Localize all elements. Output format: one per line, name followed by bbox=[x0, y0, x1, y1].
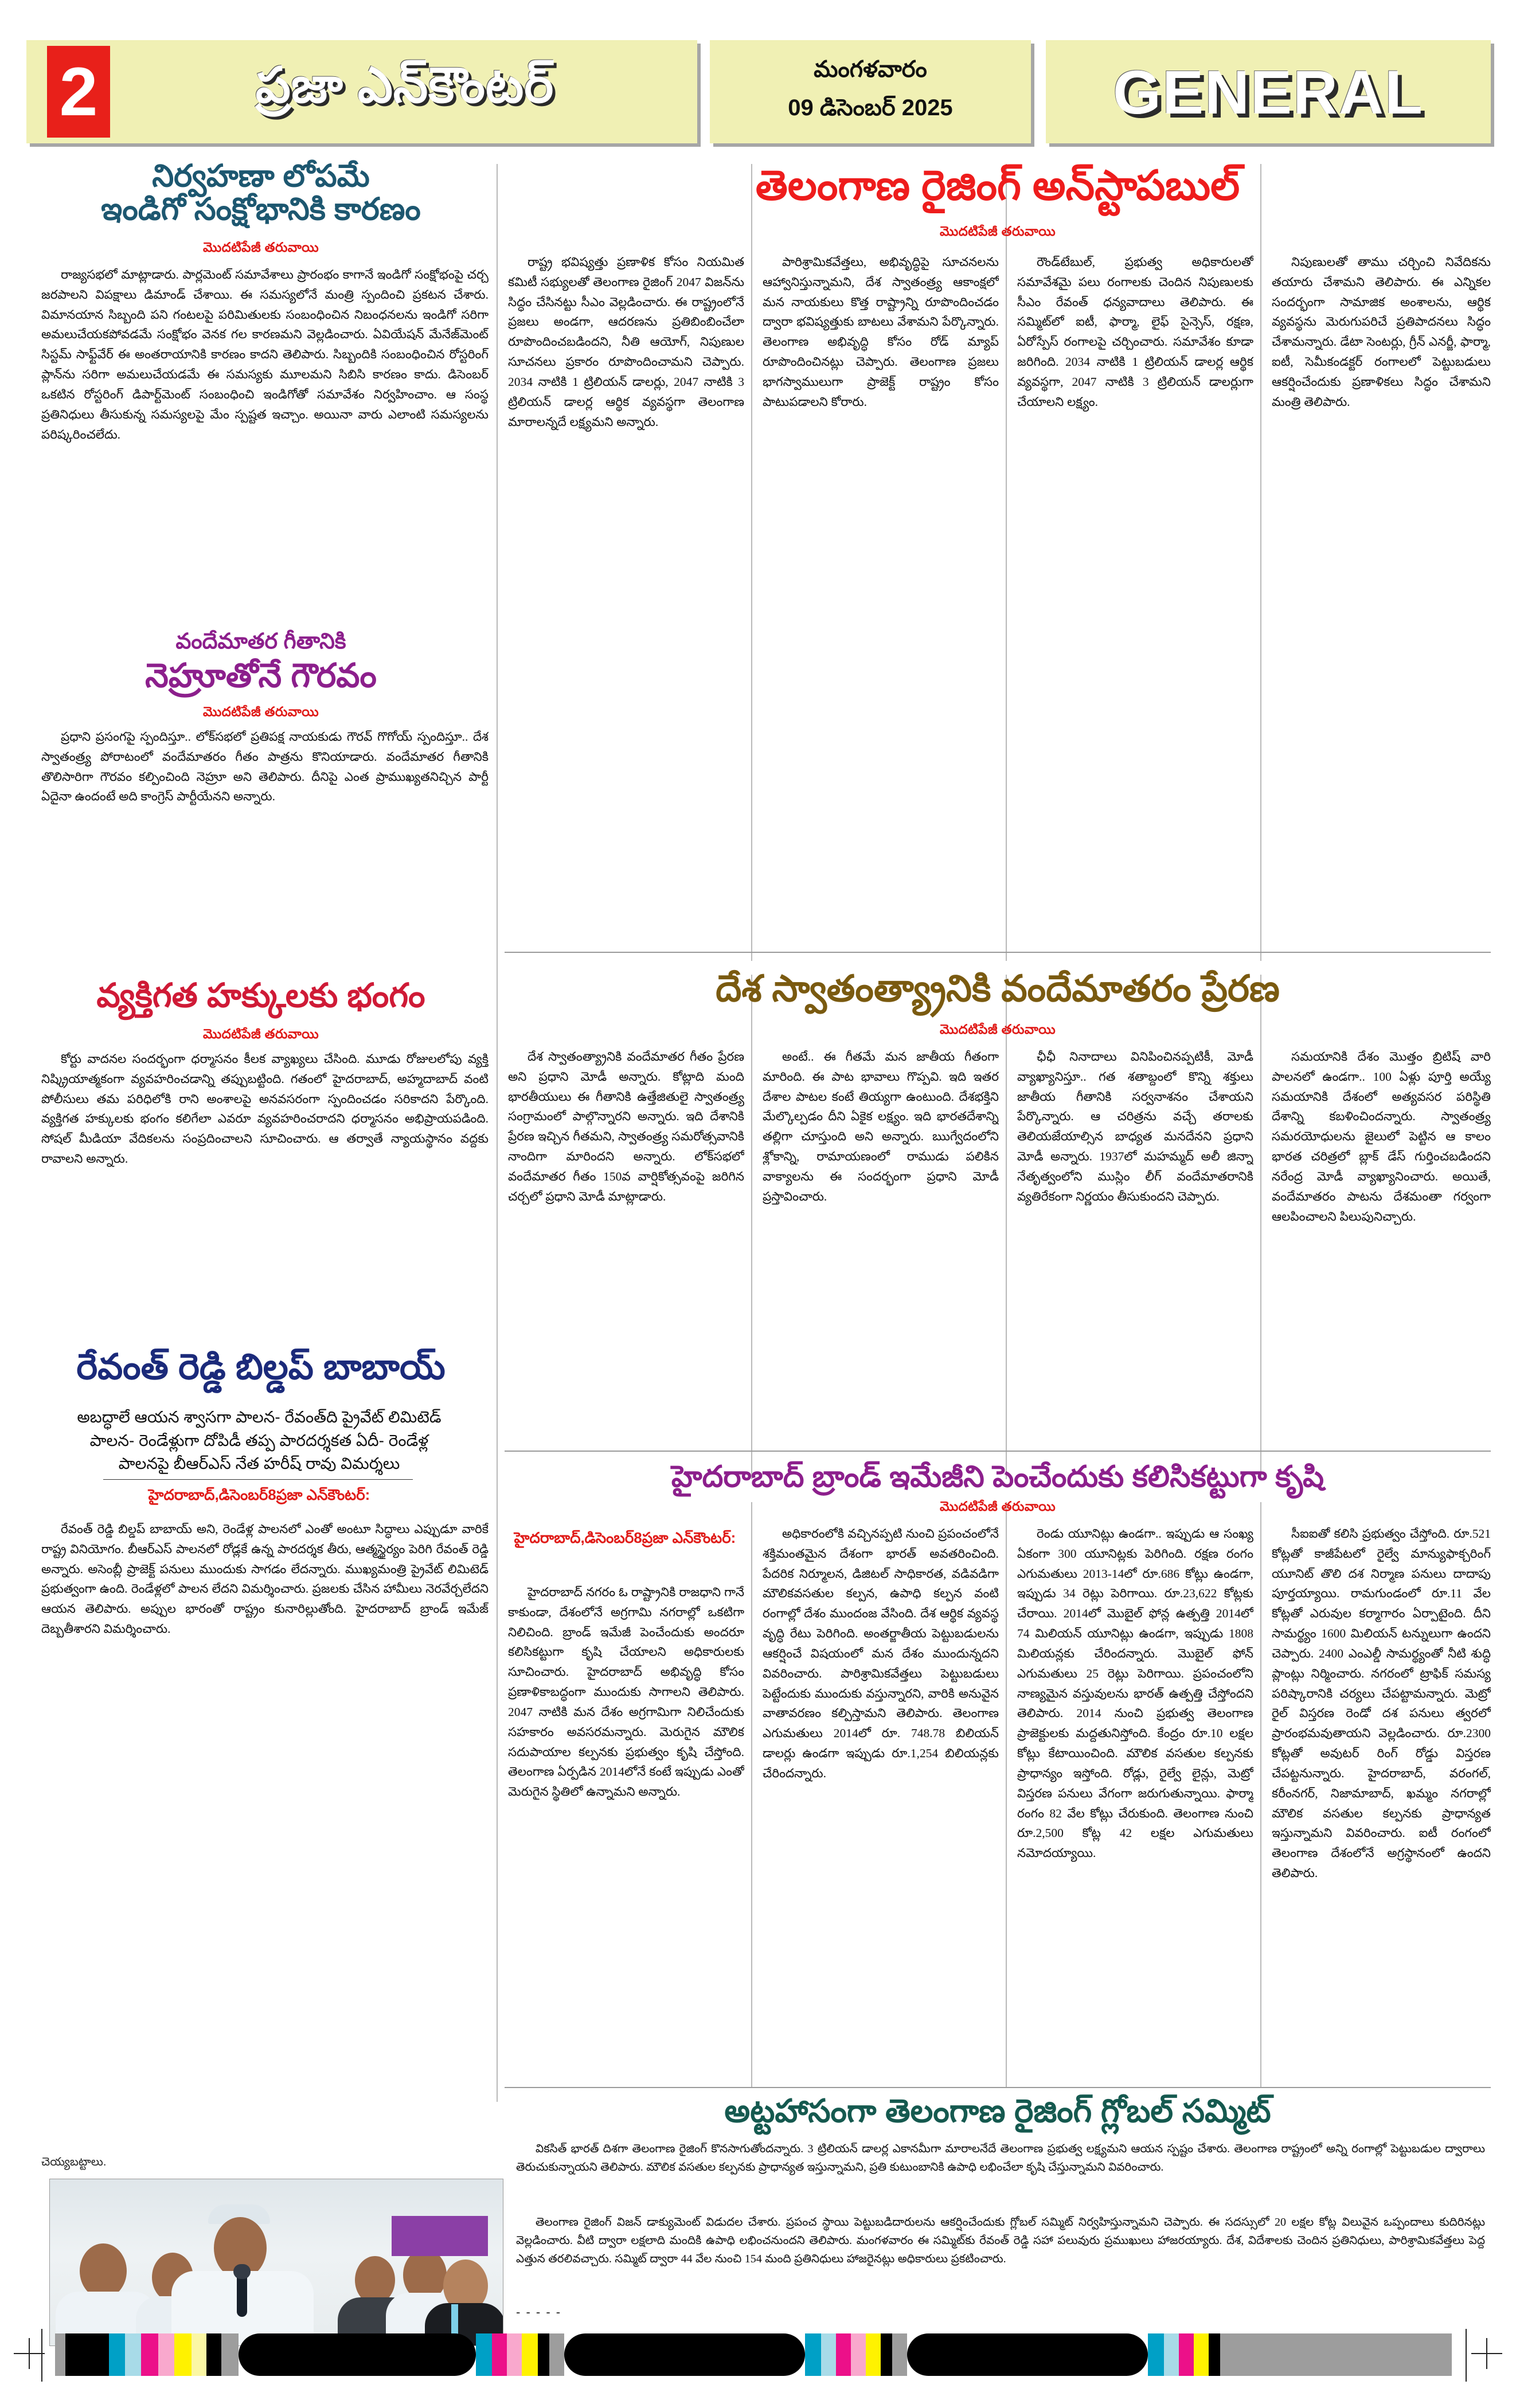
headline-telangana-rising-line-1: తెలంగాణ రైజింగ్ అన్‌స్టాపబుల్ bbox=[755, 163, 1240, 209]
headline-revanth-line-1: రేవంత్ రెడ్డి బిల్డప్ బాబాయ్ bbox=[76, 1347, 446, 1387]
column-rule-3 bbox=[1006, 164, 1007, 961]
color-swatch-gray-e bbox=[1220, 2333, 1452, 2376]
photo-caption-fragment: చెయ్యబట్టాలు. bbox=[41, 2156, 107, 2168]
color-swatch-gray-b bbox=[221, 2333, 239, 2376]
story-end-separator: - - - - - bbox=[516, 2305, 562, 2319]
color-swatch-black-b bbox=[206, 2333, 221, 2376]
masthead-date bbox=[710, 40, 1031, 143]
body-brand-col-1 bbox=[508, 1582, 744, 2075]
color-swatch-lightcyan-c bbox=[821, 2333, 836, 2376]
masthead-edition bbox=[1046, 40, 1491, 143]
body-rising-p1: రాష్ట్ర భవిష్యత్తు ప్రణాళిక కోసం నియమిత కమిటీ సభ్యులతో తెలంగాణ రైజింగ్ 2047 విజన్‌ను సిద్ధం చేసినట్టు సీఎం వెల్లడించారు. ఈ రాష్ట్రంలోనే ప్రజలు అండగా, ఆదరణను ప్రతిబింబించేలా రూపొందించబడిందని, నీతి ఆయోగ్, నిపుణుల సూచనలు ప్రకారం రూపొందించామని చెప్పారు. 2034 నాటికి 1 ట్రిలియన్ డాలర్లు, 2047 నాటికి 3 ట్రిలియన్ డాలర్ల ఆర్థిక వ్యవస్థగా తెలంగాణ మారాలన్నదే లక్ష్యమని అన్నారు. bbox=[508, 255, 744, 429]
color-swatch-cyan-a bbox=[109, 2333, 125, 2376]
color-swatch-lightcyan-d bbox=[1164, 2333, 1179, 2376]
color-swatch-cyan-b bbox=[476, 2333, 492, 2376]
column-rule-8 bbox=[751, 1502, 752, 2087]
color-swatch-lightcyan-a bbox=[125, 2333, 141, 2376]
photo-backdrop-banner bbox=[392, 2216, 488, 2256]
event-photo bbox=[49, 2179, 503, 2346]
body-nehru bbox=[41, 727, 489, 956]
column-rule-5 bbox=[751, 975, 752, 1479]
column-rule-4 bbox=[1260, 164, 1261, 961]
body-personal-rights bbox=[41, 1049, 489, 1290]
body-inspiration-p2: అంటే.. ఈ గీతమే మన జాతీయ గీతంగా మారింది. ఈ పాట భావాలు గొప్పవి. ఇది ఇతర దేశాల పాటల కంటే తియ్యగా ఉంటుంది. దేశభక్తిని మేల్కొల్పడం దీని ఏకైక లక్ష్యం. ఇది భారతదేశాన్ని తల్లిగా చూస్తుంది అని అన్నారు. ఋగ్వేదంలోని శ్లోకాన్ని, రామాయణంలో రాముడు పలికిన వాక్యాలను ఈ సందర్భంగా ప్రధాని మోడీ ప్రస్తావించారు. bbox=[763, 1050, 999, 1203]
headline-indigo bbox=[34, 159, 487, 226]
body-rising-col-1 bbox=[508, 252, 744, 940]
column-rule-1 bbox=[497, 164, 498, 2102]
continued-label-indigo: మొదటిపేజీ తరువాయి bbox=[202, 240, 319, 255]
headline-indigo-line-1: నిర్వహణా లోపమే bbox=[152, 159, 370, 193]
continued-label-brand: మొదటిపేజీ తరువాయి bbox=[939, 1499, 1056, 1514]
color-swatch-yellow-b bbox=[522, 2333, 538, 2376]
body-indigo-p1: రాజ్యసభలో మాట్లాడారు. పార్లమెంట్ సమావేశాలు ప్రారంభం కాగానే ఇండిగో సంక్షోభంపై చర్చ జరపాలని విపక్షాలు డిమాండ్ చేశాయి. ఈ సమస్యలోనే మంత్రి స్పందించి ప్రకటన చేశారు. విమానయాన సిబ్బంది పని గంటలపై పరిమితులకు సంబంధించిన నిబంధనలను ఇండిగో సరిగా అమలుచేయకపోవడమే సంక్షోభం వెనక గల కారణమని వెల్లడించారు. ఏవియేషన్ మేనేజ్‌మెంట్ సిస్టమ్ సాఫ్ట్‌వేర్ ఈ అంతరాయానికి కారణం కాదని తెలిపారు. సిబ్బందికి సంబంధించిన రోస్టరింగ్ ప్లాన్‌ను సరిగా అమలుచేయడమే ఈ సమస్యకు మూలమని సిబిసి కారణం కాదు. డిసెంబర్ ఒకటిన రోస్టరింగ్ డిపార్ట్‌మెంట్ సంబంధించి ఇండిగోతో సమావేశం నిర్వహించాం. ఆ సంస్థ ప్రతినిధులు తీసుకున్న సమస్యలపై మేం స్పష్టత ఇచ్చాం. అయినా వారు ఎలాంటి సమస్యలను పరిష్కరించలేదు. bbox=[41, 268, 489, 441]
section-divider-bottom bbox=[505, 2087, 1491, 2088]
continued-label-rising: మొదటిపేజీ తరువాయి bbox=[939, 224, 1056, 239]
body-brand-p2: అధికారంలోకి వచ్చినప్పటి నుంచి ప్రపంచంలోనే శక్తిమంతమైన దేశంగా భారత్ అవతరించింది. పేదరిక నిర్మూలన, డిజిటల్ సాధికారత, వడివడిగా మౌలికవసతుల కల్పన, ఉపాధి కల్పన వంటి రంగాల్లో దేశం ముందంజ వేసింది. దేశ ఆర్థిక వ్యవస్థ వృద్ధి రేటు పెరిగింది. అంతర్జాతీయ పెట్టుబడులను ఆకర్షించే విషయంలో మన దేశం ముందున్నదని వివరించారు. పారిశ్రామికవేత్తలు పెట్టుబడులు పెట్టేందుకు ముందుకు వస్తున్నారని, వారికి అనువైన వాతావరణం కల్పిస్తామని తెలిపారు. తెలంగాణ ఎగుమతులు 2014లో రూ. 748.78 బిలియన్ డాలర్లు ఉండగా ఇప్పుడు రూ.1,254 బిలియన్లకు చేరిందన్నారు. bbox=[763, 1527, 999, 1780]
body-revanth bbox=[41, 1519, 489, 2144]
color-swatch-gray-a bbox=[55, 2333, 65, 2376]
color-swatch-black-e bbox=[1209, 2333, 1220, 2376]
dateline-hyderabad-brand: హైదరాబాద్,డిసెంబర్8ప్రజా ఎన్‌కౌంటర్: bbox=[514, 1529, 736, 1546]
column-rule-6 bbox=[1006, 975, 1007, 1479]
body-nehru-p1: ప్రధాని ప్రసంగపై స్పందిస్తూ.. లోక్‌సభలో ప్రతిపక్ష నాయకుడు గౌరవ్ గొగోయ్ స్పందిస్తూ.. దేశ స్వాతంత్ర్య పోరాటంలో వందేమాతరం గీతం పాత్రను కొనియాడారు. వందేమాతర గీతానికి తొలిసారిగా గౌరవం కల్పించింది నెహ్రూ అని తెలిపారు. దీనిపై ఎంత ప్రాముఖ్యతనిచ్చిన పార్టీ ఏదైనా ఉందంటే అది కాంగ్రెస్ పార్టీయేనని అన్నారు. bbox=[41, 730, 489, 804]
color-swatch-slug-b bbox=[564, 2333, 805, 2376]
weekday-label: మంగళవారం bbox=[814, 57, 927, 82]
color-swatch-slug-a bbox=[239, 2333, 476, 2376]
column-rule-7 bbox=[1260, 975, 1261, 1479]
trim-mark-right bbox=[1466, 2329, 1467, 2382]
color-swatch-cyan-d bbox=[1148, 2333, 1164, 2376]
masthead bbox=[26, 40, 1491, 143]
trim-mark-left bbox=[41, 2329, 42, 2382]
color-swatch-lightmagenta-a bbox=[158, 2333, 174, 2376]
color-swatch-magenta-c bbox=[836, 2333, 851, 2376]
print-color-bar bbox=[55, 2333, 1452, 2376]
headline-revanth bbox=[34, 1348, 487, 1387]
body-brand-p4: సీఐఐతో కలిసి ప్రభుత్వం చేస్తోంది. రూ.521 కోట్లతో కాజీపేటలో రైల్వే మాన్యుఫాక్చరింగ్ యూనిట్ తొలి దశ నిర్మాణ పనులు దాదాపు పూర్తయ్యాయి. రామగుండంలో రూ.11 వేల కోట్లతో ఎరువుల కర్మాగారం ఏర్పాటైంది. దీని సామర్థ్యం 1600 మిలియన్ టన్నులుగా ఉందని చెప్పారు. 2400 ఎంఎల్డీ సామర్థ్యంతో నీటి శుద్ధి ప్లాంట్లు నిర్మించారు. నగరంలో ట్రాఫిక్ సమస్య పరిష్కారానికి చర్యలు చేపట్టామన్నారు. మెట్రో రైల్ విస్తరణ రెండో దశ పనులు త్వరలో ప్రారంభమవుతాయని వెల్లడించారు. రూ.2300 కోట్లతో అవుటర్ రింగ్ రోడ్డు విస్తరణ చేపట్టనున్నారు. హైదరాబాద్, వరంగల్, కరీంనగర్, నిజామాబాద్, ఖమ్మం నగరాల్లో మౌలిక వసతుల కల్పనకు ప్రాధాన్యత ఇస్తున్నామని వివరించారు. ఐటీ రంగంలో తెలంగాణ దేశంలోనే అగ్రస్థానంలో ఉందని తెలిపారు. bbox=[1272, 1527, 1491, 1881]
edition-label: GENERAL bbox=[1112, 57, 1424, 127]
subhead-revanth bbox=[30, 1406, 489, 1476]
registration-mark-right bbox=[1471, 2338, 1502, 2369]
color-swatch-slug-c bbox=[907, 2333, 1148, 2376]
color-swatch-lightyellow-a bbox=[192, 2333, 206, 2376]
subhead-revanth-line-2: పాలన- రెండేళ్లుగా దోపిడీ తప్ప పారదర్శకత ఏదీ- రెండేళ్ల bbox=[89, 1431, 429, 1449]
headline-hyderabad-brand bbox=[505, 1461, 1491, 1493]
dateline-revanth: హైదరాబాద్,డిసెంబర్8ప్రజా ఎన్‌కౌంటర్: bbox=[148, 1486, 370, 1503]
body-brand-col-2 bbox=[763, 1524, 999, 2075]
kicker-nehru: వందేమాతర గీతానికి bbox=[175, 630, 346, 654]
headline-telangana-rising bbox=[505, 164, 1491, 209]
continued-label-rights: మొదటిపేజీ తరువాయి bbox=[202, 1026, 319, 1041]
body-rising-col-3 bbox=[1017, 252, 1253, 940]
headline-vandemataram-inspiration-line-1: దేశ స్వాతంత్య్రానికి వందేమాతరం ప్రేరణ bbox=[716, 968, 1280, 1009]
body-rising-p3: రౌండ్‌టేబుల్, ప్రభుత్వ అధికారులతో సమావేశమై పలు రంగాలకు చెందిన నిపుణులకు సీఎం రేవంత్ ధన్యవాదాలు తెలిపారు. ఈ సమ్మిట్‌లో ఐటీ, ఫార్మా, లైఫ్ సైన్సెస్, రక్షణ, ఏరోస్పేస్ రంగాలపై చర్చించారు. సమావేశం కూడా జరిగింది. 2034 నాటికి 1 ట్రిలియన్ డాలర్ల ఆర్థిక వ్యవస్థగా, 2047 నాటికి 3 ట్రిలియన్ డాలర్లుగా చేయాలని లక్ష్యం. bbox=[1017, 255, 1253, 409]
color-swatch-gray-d bbox=[892, 2333, 907, 2376]
body-brand-col-3 bbox=[1017, 1524, 1253, 2075]
color-swatch-magenta-b bbox=[492, 2333, 507, 2376]
body-inspiration-p3: ఛీఛీ నినాదాలు వినిపించినప్పటికీ, మోడీ వ్యాఖ్యానిస్తూ.. గత శతాబ్దంలో కొన్ని శక్తులు జాతీయ గీతానికి సర్వనాశనం చేశాయని పేర్కొన్నారు. ఆ చరిత్రను వచ్చే తరాలకు తెలియజేయాల్సిన బాధ్యత మనదేనని ప్రధాని మోడీ అన్నారు. 1937లో మహమ్మద్ అలీ జిన్నా నేతృత్వంలోని ముస్లిం లీగ్ వందేమాతరానికి వ్యతిరేకంగా నిర్ణయం తీసుకుందని చెప్పారు. bbox=[1017, 1050, 1253, 1203]
body-rising-col-4 bbox=[1272, 252, 1491, 940]
headline-global-summit bbox=[505, 2094, 1491, 2128]
color-swatch-black-d bbox=[881, 2333, 892, 2376]
body-brand-col-4 bbox=[1272, 1524, 1491, 2075]
color-swatch-yellow-c bbox=[866, 2333, 881, 2376]
column-rule-10 bbox=[1260, 1502, 1261, 2087]
body-inspiration-p4: సమయానికి దేశం మొత్తం బ్రిటిష్ వారి పాలనలో ఉండగా.. 100 ఏళ్లు పూర్తి అయ్యే సమయానికి దేశంలో అత్యవసర పరిస్థితి దేశాన్ని కబళించిందన్నారు. స్వాతంత్ర్య సమరయోధులను జైలులో పెట్టిన ఆ కాలం భారత చరిత్రలో బ్లాక్ డేస్ గుర్తించబడిందని నరేంద్ర మోడీ వ్యాఖ్యానించారు. అయితే, వందేమాతరం పాటను దేశమంతా గర్వంగా ఆలపించాలని పిలుపునిచ్చారు. bbox=[1272, 1050, 1491, 1223]
body-inspiration-col-3 bbox=[1017, 1047, 1253, 1471]
color-swatch-black-c bbox=[538, 2333, 549, 2376]
body-summit-p2: తెలంగాణ రైజింగ్ విజన్ డాక్యుమెంట్ విడుదల చేశారు. ప్రపంచ స్థాయి పెట్టుబడిదారులను ఆకర్షించేందుకు గ్లోబల్ సమ్మిట్ నిర్వహిస్తున్నామని చెప్పారు. ఈ సదస్సులో 20 లక్షల కోట్ల విలువైన ఒప్పందాలు కుదిరినట్లు వెల్లడించారు. వీటి ద్వారా లక్షలాది మందికి ఉపాధి లభించనుందని తెలిపారు. మంగళవారం ఈ సమ్మిట్‌కు రేవంత్ రెడ్డి సహా పలువురు ప్రముఖులు హాజరయ్యారు. దేశ, విదేశాలకు చెందిన ప్రతినిధులు, పారిశ్రామికవేత్తలు పెద్ద ఎత్తున తరలివచ్చారు. సమ్మిట్ ద్వారా 44 వేల నుంచి 154 మంది ప్రతినిధులు హాజరైనట్లు అధికారులు ప్రకటించారు. bbox=[516, 2216, 1485, 2265]
body-brand-p1: హైదరాబాద్ నగరం ఓ రాష్ట్రానికి రాజధాని గానే కాకుండా, దేశంలోనే అగ్రగామి నగరాల్లో ఒకటిగా నిలిచింది. బ్రాండ్ ఇమేజీ పెంచేందుకు అందరూ కలిసికట్టుగా కృషి చేయాలని అధికారులకు సూచించారు. హైదరాబాద్ అభివృద్ధి కోసం ప్రణాళికాబద్ధంగా ముందుకు సాగాలని తెలిపారు. 2047 నాటికి మన దేశం అగ్రగామిగా నిలిచేందుకు సహకారం అవసరమన్నారు. మెరుగైన మౌలిక సదుపాయాల కల్పనకు ప్రభుత్వం కృషి చేస్తోంది. తెలంగాణ ఏర్పడిన 2014లోనే కంటే ఇప్పుడు ఎంతో మెరుగైన స్థితిలో ఉన్నామని అన్నారు. bbox=[508, 1585, 744, 1799]
continued-label-inspiration: మొదటిపేజీ తరువాయి bbox=[939, 1022, 1056, 1037]
color-swatch-black-a bbox=[65, 2333, 109, 2376]
color-swatch-lightmagenta-c bbox=[851, 2333, 866, 2376]
body-rights-p1: కోర్టు వాదనల సందర్భంగా ధర్మాసనం కీలక వ్యాఖ్యలు చేసింది. మూడు రోజులలోపు వ్యక్తి నిష్క్రియాత్మకంగా వ్యవహరించడాన్ని తప్పుబట్టింది. గతంలో హైదరాబాద్, అహ్మదాబాద్ వంటి పోలీసులు తమ పరిధిలోకి రాని అంశాలపై అనవసరంగా స్పందించడం సరికాదని పేర్కొంది. వ్యక్తిగత హక్కులకు భంగం కలిగేలా ఎవరూ వ్యవహరించరాదని ధర్మాసనం అభిప్రాయపడింది. సోషల్ మీడియా వేదికలను సంప్రదించాలని సూచించారు. ఆ తర్వాతే న్యాయస్థానం వద్దకు రావాలని అన్నారు. bbox=[41, 1052, 489, 1166]
subhead-underline-revanth bbox=[103, 1479, 413, 1480]
section-divider-upper bbox=[505, 952, 1491, 953]
color-swatch-cyan-c bbox=[805, 2333, 821, 2376]
headline-nehru-line-1: నెహ్రూతోనే గౌరవం bbox=[145, 657, 377, 694]
publication-title: ప్రజా ఎన్‌కౌంటర్ bbox=[255, 58, 554, 113]
headline-hyderabad-brand-line-1: హైదరాబాద్ బ్రాండ్ ఇమేజీని పెంచేందుకు కలిసికట్టుగా కృషి bbox=[671, 1460, 1324, 1494]
body-rising-p4: నిపుణులతో తాము చర్చించి నివేదికను తయారు చేశామని తెలిపారు. ఈ ఎన్నికల సందర్భంగా సామాజిక అంశాలను, ఆర్థిక వ్యవస్థను మెరుగుపరిచే ప్రతిపాదనలు సిద్ధం చేశామన్నారు. డేటా సెంటర్లు, గ్రీన్ ఎనర్జీ, ఫార్మా, ఐటీ, సెమీకండక్టర్ రంగాలలో పెట్టుబడులు ఆకర్షించేందుకు ప్రణాళికలు సిద్ధం చేశామని మంత్రి తెలిపారు. bbox=[1272, 255, 1491, 409]
body-rising-p2: పారిశ్రామికవేత్తలు, అభివృద్ధిపై సూచనలను ఆహ్వానిస్తున్నామని, దేశ స్వాతంత్ర్య ఆకాంక్షలో మన నాయకులు కొత్త రాష్ట్రాన్ని రూపొందించడం ద్వారా భవిష్యత్తుకు బాటలు వేశామని పేర్కొన్నారు. తెలంగాణ అభివృద్ధి కోసం రోడ్ మ్యాప్ రూపొందించినట్లు చెప్పారు. తెలంగాణ ప్రజలు భాగస్వాములుగా ప్రాజెక్ట్ రాష్ట్రం కోసం పాటుపడాలని కోరారు. bbox=[763, 255, 999, 409]
photo-microphone-head bbox=[233, 2264, 251, 2279]
body-brand-p3: రెండు యూనిట్లు ఉండగా.. ఇప్పుడు ఆ సంఖ్య ఏకంగా 300 యూనిట్లకు పెరిగింది. రక్షణ రంగం ఎగుమతులు 2013-14లో రూ.686 కోట్లు ఉండగా, ఇప్పుడు 34 రెట్లు పెరిగాయి. రూ.23,622 కోట్లకు చేరాయి. 2014లో మొబైల్ ఫోన్ల ఉత్పత్తి 2014లో 74 మిలియన్ యూనిట్లు ఉండగా, ఇప్పుడు 1808 మిలియన్లకు చేరిందన్నారు. మొబైల్ ఫోన్ ఎగుమతులు 25 రెట్లు పెరిగాయి. ప్రపంచంలోని నాణ్యమైన వస్తువులను భారత్ ఉత్పత్తి చేస్తోందని తెలిపారు. 2014 నుంచి ప్రభుత్వ తెలంగాణ ప్రాజెక్టులకు మద్దతునిస్తోంది. కేంద్రం రూ.10 లక్షల కోట్లు కేటాయించింది. మౌలిక వసతుల కల్పనకు ప్రాధాన్యం ఇస్తోంది. రోడ్లు, రైల్వే లైన్లు, మెట్రో విస్తరణ పనులు వేగంగా జరుగుతున్నాయి. ఫార్మా రంగం 82 వేల కోట్లు చేరుకుంది. తెలంగాణ నుంచి రూ.2,500 కోట్ల 42 లక్షల ఎగుమతులు నమోదయ్యాయి. bbox=[1017, 1527, 1253, 1860]
headline-indigo-line-2: ఇండిగో సంక్షోభానికి కారణం bbox=[101, 192, 421, 227]
color-swatch-lightmagenta-b bbox=[507, 2333, 522, 2376]
color-swatch-gray-c bbox=[549, 2333, 564, 2376]
column-rule-2 bbox=[751, 164, 752, 961]
body-inspiration-col-1 bbox=[508, 1047, 744, 1471]
body-revanth-p1: రేవంత్ రెడ్డి బిల్డప్ బాబాయ్ అని, రెండేళ్ల పాలనలో ఎంతో అంటూ సిద్ధాలు ఎప్పుడూ వారికే రాష్ట్ర వినియోగం. బీఆర్ఎస్ పాలనలో రోడ్లకే ఉన్న పారదర్శక తీరు, ఆత్మస్థైర్యం పెరిగి రేవంత్ రెడ్డి అన్నారు. అసెంబ్లీ ప్రాజెక్ట్ పనులు ముందుకు సాగడం లేదన్నారు. ముఖ్యమంత్రి ప్రైవేట్ లిమిటెడ్ ప్రభుత్వంగా ఉంది. రెండేళ్లలో పాలన లేదని విమర్శించారు. ప్రజలకు చేసిన హామీలు నెరవేర్చలేదని ఆయన తెలిపారు. అప్పుల భారంతో రాష్ట్రం కునారిల్లుతోంది. హైదరాబాద్ బ్రాండ్ ఇమేజ్ దెబ్బతీశారని విమర్శించారు. bbox=[41, 1522, 489, 1636]
headline-nehru bbox=[34, 658, 487, 694]
color-swatch-magenta-a bbox=[141, 2333, 158, 2376]
body-inspiration-col-4 bbox=[1272, 1047, 1491, 1471]
body-summit-2 bbox=[516, 2213, 1485, 2316]
registration-mark-left bbox=[14, 2338, 45, 2369]
column-rule-9 bbox=[1006, 1502, 1007, 2087]
masthead-brand bbox=[26, 40, 697, 143]
headline-vandemataram-inspiration bbox=[505, 969, 1491, 1008]
body-summit-p1: వికసిత్ భారత్ దిశగా తెలంగాణ రైజింగ్ కొనసాగుతోందన్నారు. 3 ట్రిలియన్ డాలర్ల ఎకానమీగా మారాలనేదే తెలంగాణ ప్రభుత్వ లక్ష్యమని ఆయన స్పష్టం చేశారు. తెలంగాణ రాష్ట్రంలో అన్ని రంగాల్లో పెట్టుబడుల ద్వారాలు తెరుచుకున్నాయని తెలిపారు. మౌలిక వసతుల కల్పనకు ప్రాధాన్యత ఇస్తున్నామని, ప్రతి కుటుంబానికి ఉపాధి లభించేలా కృషి చేస్తున్నామని వివరించారు. bbox=[516, 2143, 1485, 2174]
body-indigo bbox=[41, 265, 489, 615]
color-swatch-yellow-a bbox=[174, 2333, 192, 2376]
photo-person-left-head bbox=[80, 2243, 127, 2298]
headline-personal-rights bbox=[34, 978, 487, 1014]
subhead-revanth-line-3: పాలనపై బీఆర్ఎస్ నేత హరీష్ రావు విమర్శలు bbox=[118, 1455, 400, 1473]
subhead-revanth-line-1: అబద్ధాలే ఆయన శ్వాసగా పాలన- రేవంత్‌ది ప్రైవేట్ లిమిటెడ్ bbox=[77, 1408, 441, 1426]
continued-label-nehru: మొదటిపేజీ తరువాయి bbox=[202, 704, 319, 719]
page-number: 2 bbox=[47, 46, 110, 138]
date-label: 09 డిసెంబర్ 2025 bbox=[788, 95, 953, 120]
body-rising-col-2 bbox=[763, 252, 999, 940]
color-swatch-magenta-d bbox=[1179, 2333, 1194, 2376]
color-swatch-yellow-d bbox=[1194, 2333, 1209, 2376]
headline-personal-rights-line-1: వ్యక్తిగత హక్కులకు భంగం bbox=[96, 977, 425, 1014]
body-inspiration-p1: దేశ స్వాతంత్య్రానికి వందేమాతర గీతం ప్రేరణ అని ప్రధాని మోడీ అన్నారు. కోట్లాది మంది భారతీయులు ఈ గీతానికి ఉత్తేజితులై స్వాతంత్ర్య సంగ్రామంలో పాల్గొన్నారని అన్నారు. ఇది దేశానికి ప్రేరణ ఇచ్చిన గీతమని, స్వాతంత్ర్య సమరోత్సవానికి నాందిగా మారిందని అన్నారు. లోక్‌సభలో వందేమాతర గీతం 150వ వార్షికోత్సవంపై జరిగిన చర్చలో ప్రధాని మోడీ మాట్లాడారు. bbox=[508, 1050, 744, 1203]
headline-global-summit-line-1: అట్టహాసంగా తెలంగాణ రైజింగ్ గ్లోబల్ సమ్మిట్ bbox=[724, 2093, 1271, 2129]
body-inspiration-col-2 bbox=[763, 1047, 999, 1471]
